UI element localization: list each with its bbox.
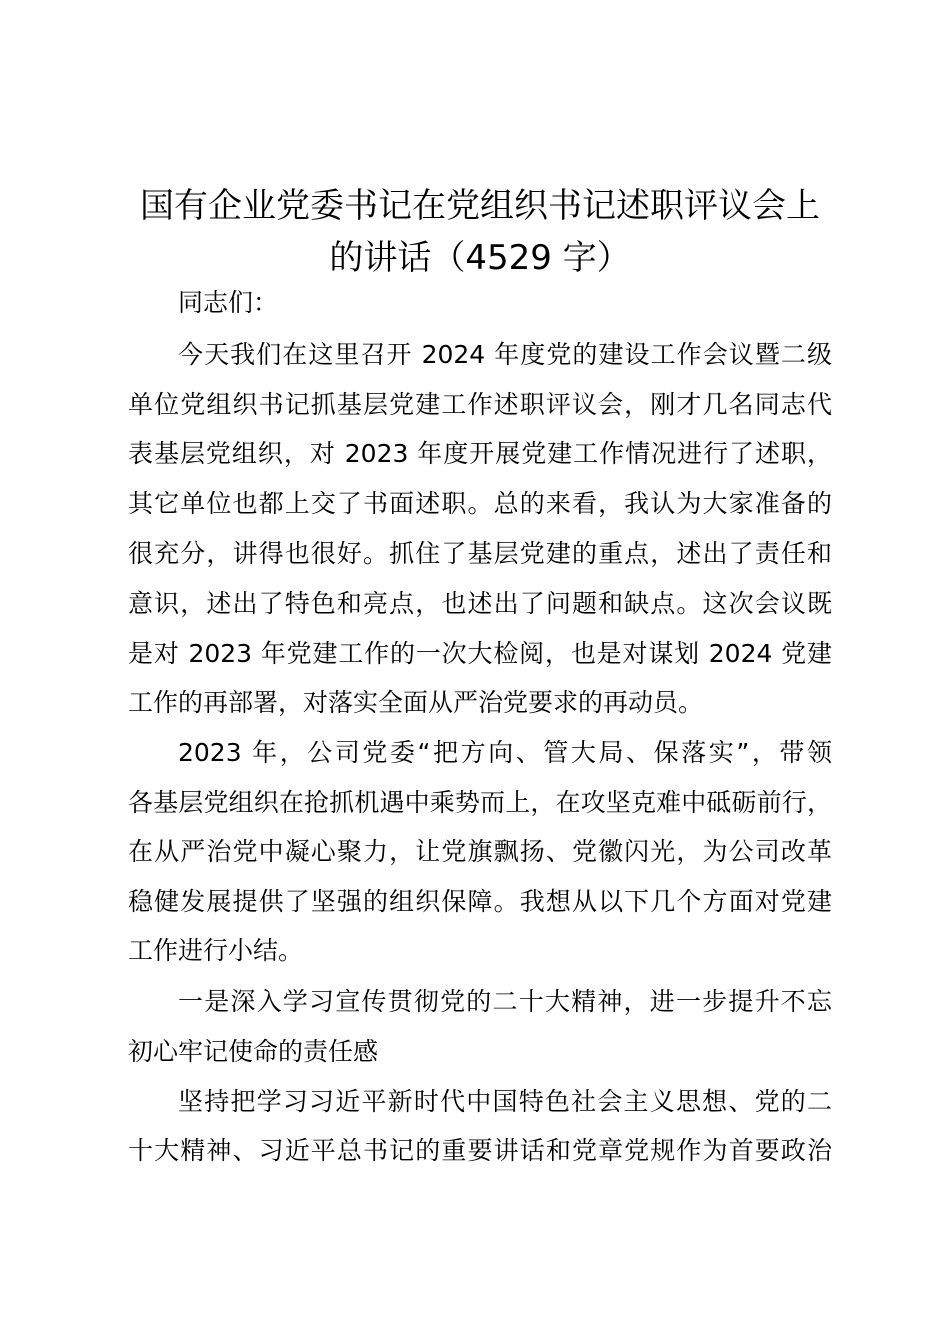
paragraph-line: 工作的再部署，对落实全面从严治党要求的再动员。	[128, 688, 704, 717]
heading-line: 一是深入学习宣传贯彻党的二十大精神，进一步提升不忘	[178, 987, 832, 1016]
paragraph-line: 是对 2023 年党建工作的一次大检阅，也是对谋划 2024 党建	[128, 639, 832, 668]
paragraph-line: 在从严治党中凝心聚力，让党旗飘扬、党徽闪光，为公司改革	[128, 837, 832, 866]
title-line: 国有企业党委书记在党组织书记述职评议会上	[140, 186, 820, 226]
paragraph-line: 很充分，讲得也很好。抓住了基层党建的重点，述出了责任和	[128, 539, 832, 568]
paragraph-line: 各基层党组织在抢抓机遇中乘势而上，在攻坚克难中砥砺前行，	[128, 788, 832, 817]
paragraph-line: 十大精神、习近平总书记的重要讲话和党章党规作为首要政治	[128, 1136, 832, 1165]
paragraph-line: 表基层党组织，对 2023 年度开展党建工作情况进行了述职，	[128, 439, 832, 468]
paragraph-line: 工作进行小结。	[128, 936, 304, 965]
paragraph-line: 单位党组织书记抓基层党建工作述职评议会，刚才几名同志代	[128, 390, 832, 419]
heading-line: 初心牢记使命的责任感	[128, 1037, 379, 1066]
salutation: 同志们：	[178, 288, 279, 317]
paragraph-line: 稳健发展提供了坚强的组织保障。我想从以下几个方面对党建	[128, 887, 832, 916]
paragraph-line: 2023 年，公司党委“把方向、管大局、保落实”，带领	[178, 738, 832, 767]
document-title	[128, 180, 832, 284]
title-line: 的讲话（4529 字）	[329, 238, 631, 278]
paragraph-line: 其它单位也都上交了书面述职。总的来看，我认为大家准备的	[128, 489, 832, 518]
paragraph-line: 坚持把学习习近平新时代中国特色社会主义思想、党的二	[178, 1087, 832, 1116]
paragraph-line: 今天我们在这里召开 2024 年度党的建设工作会议暨二级	[178, 340, 832, 369]
paragraph-line: 意识，述出了特色和亮点，也述出了问题和缺点。这次会议既	[128, 589, 832, 618]
